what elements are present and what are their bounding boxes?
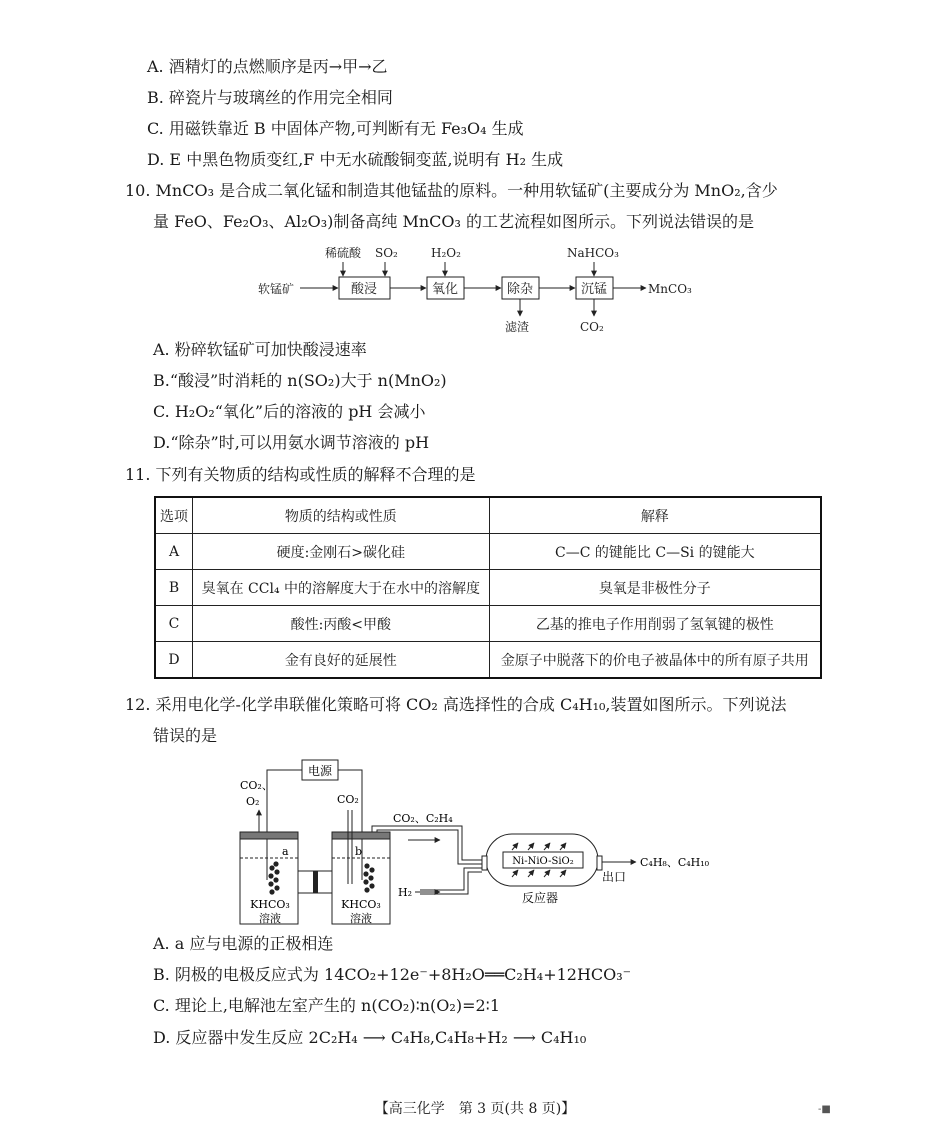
- right-solution-label: KHCO₃: [341, 898, 381, 911]
- flow-step-label-2: 氧化: [431, 282, 459, 297]
- header-option: 选项: [155, 497, 193, 534]
- row-a-explanation: C—C 的键能比 C—Si 的键能大: [489, 534, 821, 570]
- row-d-property: 金有良好的延展性: [193, 642, 490, 679]
- row-a-property: 硬度:金刚石>碳化硅: [193, 534, 490, 570]
- q9-option-c: C. 用磁铁靠近 B 中固体产物,可判断有无 Fe₃O₄ 生成: [147, 119, 524, 138]
- h2-pipe-2: [420, 872, 482, 894]
- q12-option-c: C. 理论上,电解池左室产生的 n(CO₂)∶n(O₂)=2∶1: [153, 996, 500, 1015]
- row-b-option: B: [155, 570, 193, 606]
- q11-stem: 11. 下列有关物质的结构或性质的解释不合理的是: [125, 465, 476, 484]
- q12-option-a: A. a 应与电源的正极相连: [153, 934, 334, 953]
- q10-stem-line2: 量 FeO、Fe₂O₃、Al₂O₃)制备高纯 MnCO₃ 的工艺流程如图所示。下列说法错误的是: [153, 212, 755, 231]
- flow-reagent-dilute-sulfuric: 稀硫酸: [325, 246, 362, 260]
- left-solution-label: KHCO₃: [250, 898, 290, 911]
- h2-label: H₂: [398, 886, 413, 899]
- header-property: 物质的结构或性质: [193, 497, 490, 534]
- reactor-outlet: [597, 856, 602, 870]
- row-b-explanation: 臭氧是非极性分子: [489, 570, 821, 606]
- right-cell-lid: [332, 832, 390, 839]
- q10-option-b: B.“酸浸”时消耗的 n(SO₂)大于 n(MnO₂): [153, 371, 447, 390]
- pipe-inner: [377, 830, 482, 864]
- flow-residue: 滤渣: [505, 320, 530, 334]
- left-solution-label-2: 溶液: [259, 912, 281, 925]
- pipe-gas-label: CO₂、C₂H₄: [393, 812, 453, 825]
- page-footer: 【高三化学 第 3 页(共 8 页)】: [374, 1101, 576, 1117]
- electrode-b-label: b: [355, 845, 363, 858]
- row-c-property: 酸性:丙酸<甲酸: [193, 606, 490, 642]
- reactor-label: 反应器: [521, 891, 559, 905]
- flow-step-label-1: 酸浸: [350, 282, 378, 297]
- catalyst-label: Ni-NiO-SiO₂: [512, 856, 574, 867]
- q12-stem-line2: 错误的是: [153, 726, 218, 745]
- q9-option-b: B. 碎瓷片与玻璃丝的作用完全相同: [147, 88, 393, 107]
- row-c-explanation: 乙基的推电子作用削弱了氢氧键的极性: [489, 606, 821, 642]
- flow-gas-co2: CO₂: [580, 320, 604, 334]
- flow-reagent-so2: SO₂: [375, 246, 398, 260]
- corner-mark: -■: [818, 1104, 831, 1115]
- electrode-a-label: a: [282, 845, 289, 858]
- header-explanation: 解释: [489, 497, 821, 534]
- q10-option-a: A. 粉碎软锰矿可加快酸浸速率: [153, 340, 367, 359]
- power-label: 电源: [307, 764, 333, 778]
- left-gas-label-1: CO₂、: [240, 779, 273, 792]
- q9-option-d: D. E 中黑色物质变红,F 中无水硫酸铜变蓝,说明有 H₂ 生成: [147, 150, 564, 169]
- flow-reagent-nahco3: NaHCO₃: [567, 246, 619, 260]
- flow-output-mnco3: MnCO₃: [648, 282, 692, 296]
- flow-reagent-h2o2: H₂O₂: [431, 246, 461, 260]
- left-gas-label-2: O₂: [246, 795, 260, 808]
- q10-option-d: D.“除杂”时,可以用氨水调节溶液的 pH: [153, 433, 430, 452]
- right-solution-label-2: 溶液: [350, 912, 372, 925]
- q10-option-c: C. H₂O₂“氧化”后的溶液的 pH 会减小: [153, 402, 426, 421]
- q10-stem-line1: 10. MnCO₃ 是合成二氧化锰和制造其他锰盐的原料。一种用软锰矿(主要成分为 MnO₂,含少: [125, 181, 778, 200]
- reactor-inlet: [482, 856, 487, 870]
- q12-stem-line1: 12. 采用电化学-化学串联催化策略可将 CO₂ 高选择性的合成 C₄H₁₀,装置如图所示。下列说法: [125, 695, 787, 714]
- flow-input-ore: 软锰矿: [258, 282, 295, 296]
- row-b-property: 臭氧在 CCl₄ 中的溶解度大于在水中的溶解度: [193, 570, 490, 606]
- q12-option-d: D. 反应器中发生反应 2C₂H₄ ⟶ C₄H₈,C₄H₈+H₂ ⟶ C₄H₁₀: [153, 1028, 587, 1047]
- outlet-label: 出口: [602, 870, 627, 884]
- flow-step-label-4: 沉锰: [580, 282, 608, 297]
- row-a-option: A: [155, 534, 193, 570]
- left-cell-lid: [240, 832, 298, 839]
- q9-option-a: A. 酒精灯的点燃顺序是丙→甲→乙: [147, 57, 388, 76]
- row-d-explanation: 金原子中脱落下的价电子被晶体中的所有原子共用: [489, 642, 821, 679]
- h2-pipe-1: [420, 868, 482, 890]
- row-c-option: C: [155, 606, 193, 642]
- row-d-option: D: [155, 642, 193, 679]
- q12-option-b: B. 阴极的电极反应式为 14CO₂+12e⁻+8H₂O══C₂H₄+12HCO₃⁻: [153, 965, 632, 984]
- right-gas-label: CO₂: [337, 793, 359, 806]
- flow-step-label-3: 除杂: [506, 282, 534, 297]
- ion-exchange-membrane: [313, 871, 318, 893]
- product-label: C₄H₈、C₄H₁₀: [640, 856, 710, 869]
